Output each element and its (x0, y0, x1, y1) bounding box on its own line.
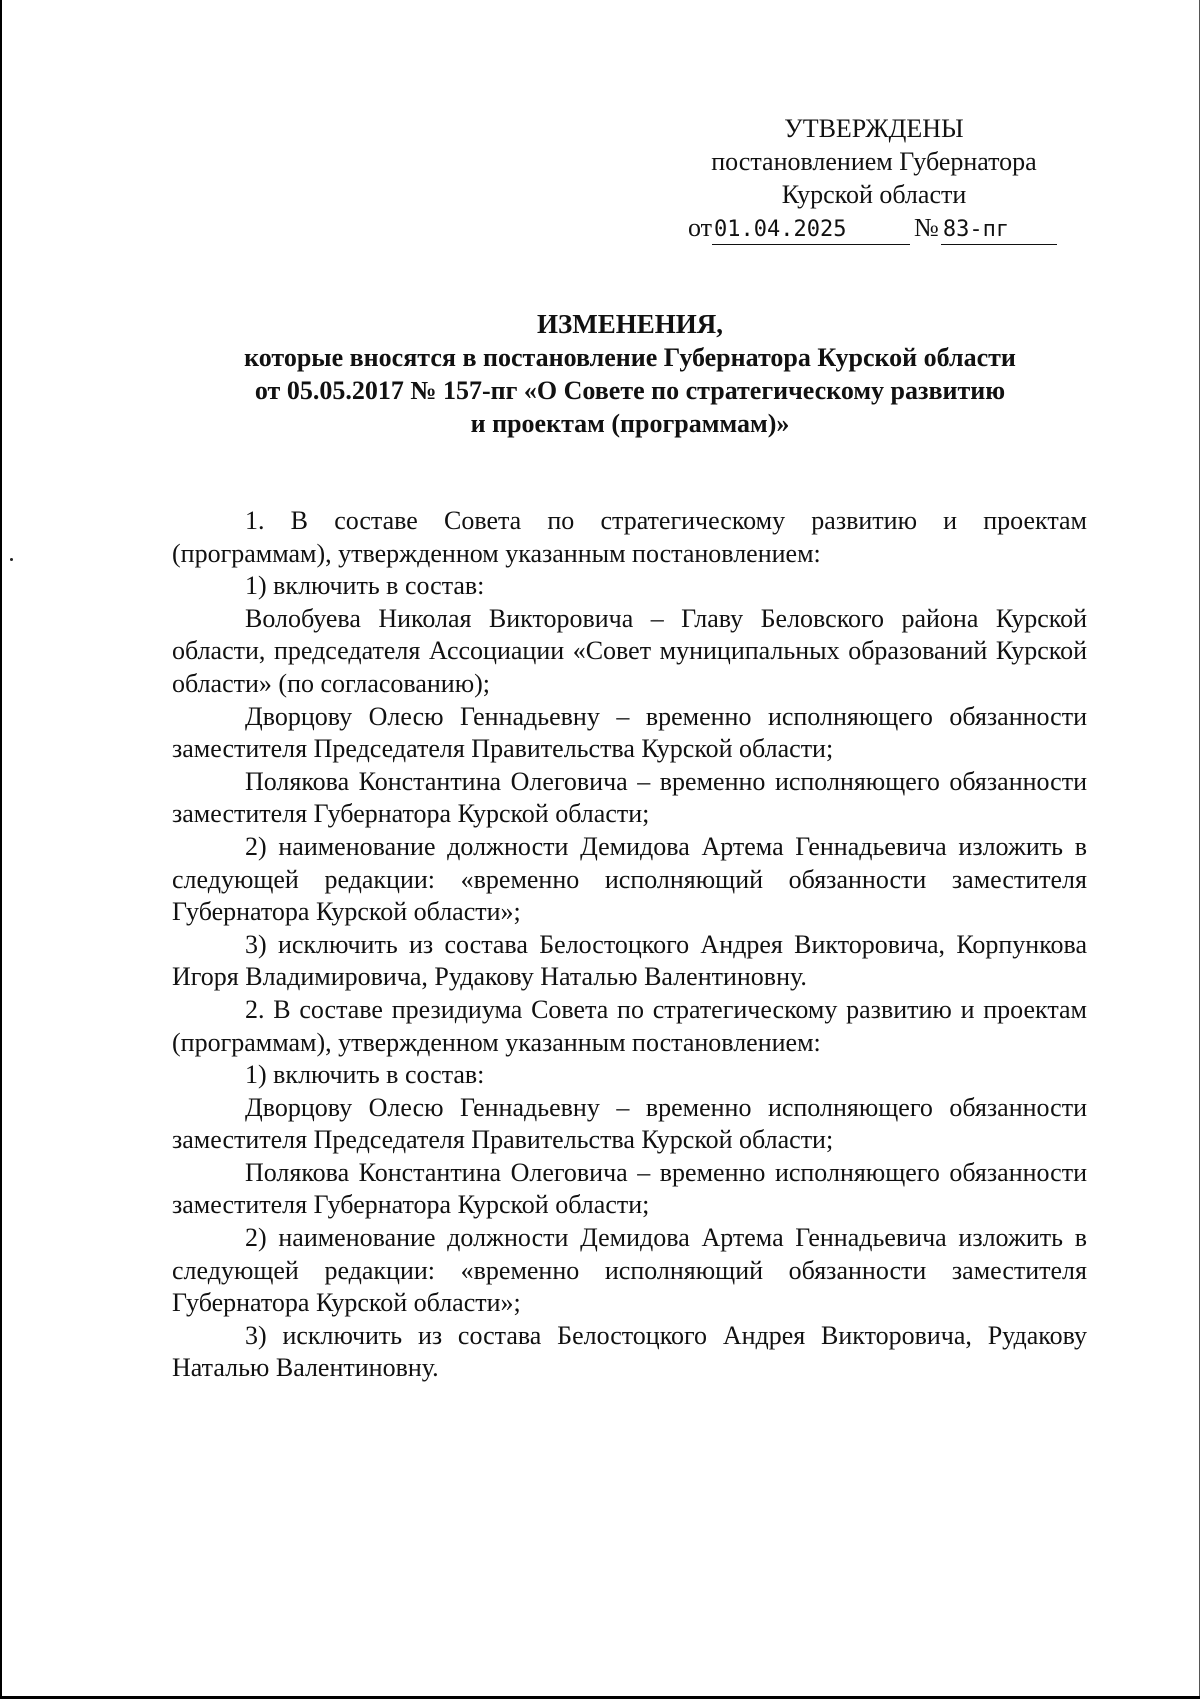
approval-title: УТВЕРЖДЕНЫ (784, 114, 964, 143)
title-line-1: которые вносятся в постановление Губернатора Курской области (244, 343, 1016, 372)
title-line-3: и проектам (программам)» (470, 409, 790, 438)
title-heading: ИЗМЕНЕНИЯ, (536, 309, 723, 339)
body-paragraph: Дворцову Олесю Геннадьевну – временно исполняющего обязанности заместителя Председателя Правительства Курской области; (172, 701, 1087, 764)
approval-date-value: 01.04.2025 (712, 216, 910, 245)
body-paragraph: 3) исключить из состава Белостоцкого Андрея Викторовича, Рудакову Наталью Валентиновну. (172, 1320, 1087, 1383)
body-paragraph: 2) наименование должности Демидова Артема Геннадьевича изложить в следующей редакции: «временно исполняющий обязанности заместителя Губернатора Курской области»; (172, 1223, 1087, 1318)
approval-date-line (688, 211, 1060, 245)
approval-stamp (688, 112, 1060, 245)
document-body (172, 505, 1087, 1385)
body-paragraph: Дворцову Олесю Геннадьевну – временно исполняющего обязанности заместителя Председателя Правительства Курской области; (172, 1092, 1087, 1155)
approval-region: Курской области (781, 180, 967, 209)
body-paragraph: Полякова Константина Олеговича – временно исполняющего обязанности заместителя Губернатора Курской области; (172, 766, 1087, 829)
body-paragraph: 2. В составе президиума Совета по стратегическому развитию и проектам (программам), утвержденном указанным постановлением: (172, 994, 1087, 1057)
approval-number-sign: № (914, 213, 939, 242)
scan-artifact-dot (10, 558, 13, 561)
document-title (170, 308, 1090, 440)
body-paragraph: Волобуева Николая Викторовича – Главу Беловского района Курской области, председателя Ассоциации «Совет муниципальных образований Курской области» (по согласованию); (172, 603, 1087, 698)
approval-number-value: 83-пг (941, 216, 1057, 245)
title-line-2: от 05.05.2017 № 157-пг «О Совете по стратегическому развитию (254, 376, 1006, 405)
body-paragraph: 2) наименование должности Демидова Артема Геннадьевича изложить в следующей редакции: «временно исполняющий обязанности заместителя Губернатора Курской области»; (172, 831, 1087, 927)
approval-date-prefix: от (688, 213, 713, 242)
body-paragraph: 1. В составе Совета по стратегическому развитию и проектам (программам), утвержденном указанным постановлением: (172, 506, 1087, 568)
body-paragraph: 3) исключить из состава Белостоцкого Андрея Викторовича, Корпункова Игоря Владимировича, Рудакову Наталью Валентиновну. (172, 929, 1087, 992)
body-paragraph: 1) включить в состав: (245, 1060, 485, 1090)
approval-issuer: постановлением Губернатора (711, 147, 1037, 176)
scan-border-left (0, 0, 2, 1699)
body-paragraph: Полякова Константина Олеговича – временно исполняющего обязанности заместителя Губернатора Курской области; (172, 1157, 1087, 1220)
body-paragraph: 1) включить в состав: (245, 571, 485, 601)
